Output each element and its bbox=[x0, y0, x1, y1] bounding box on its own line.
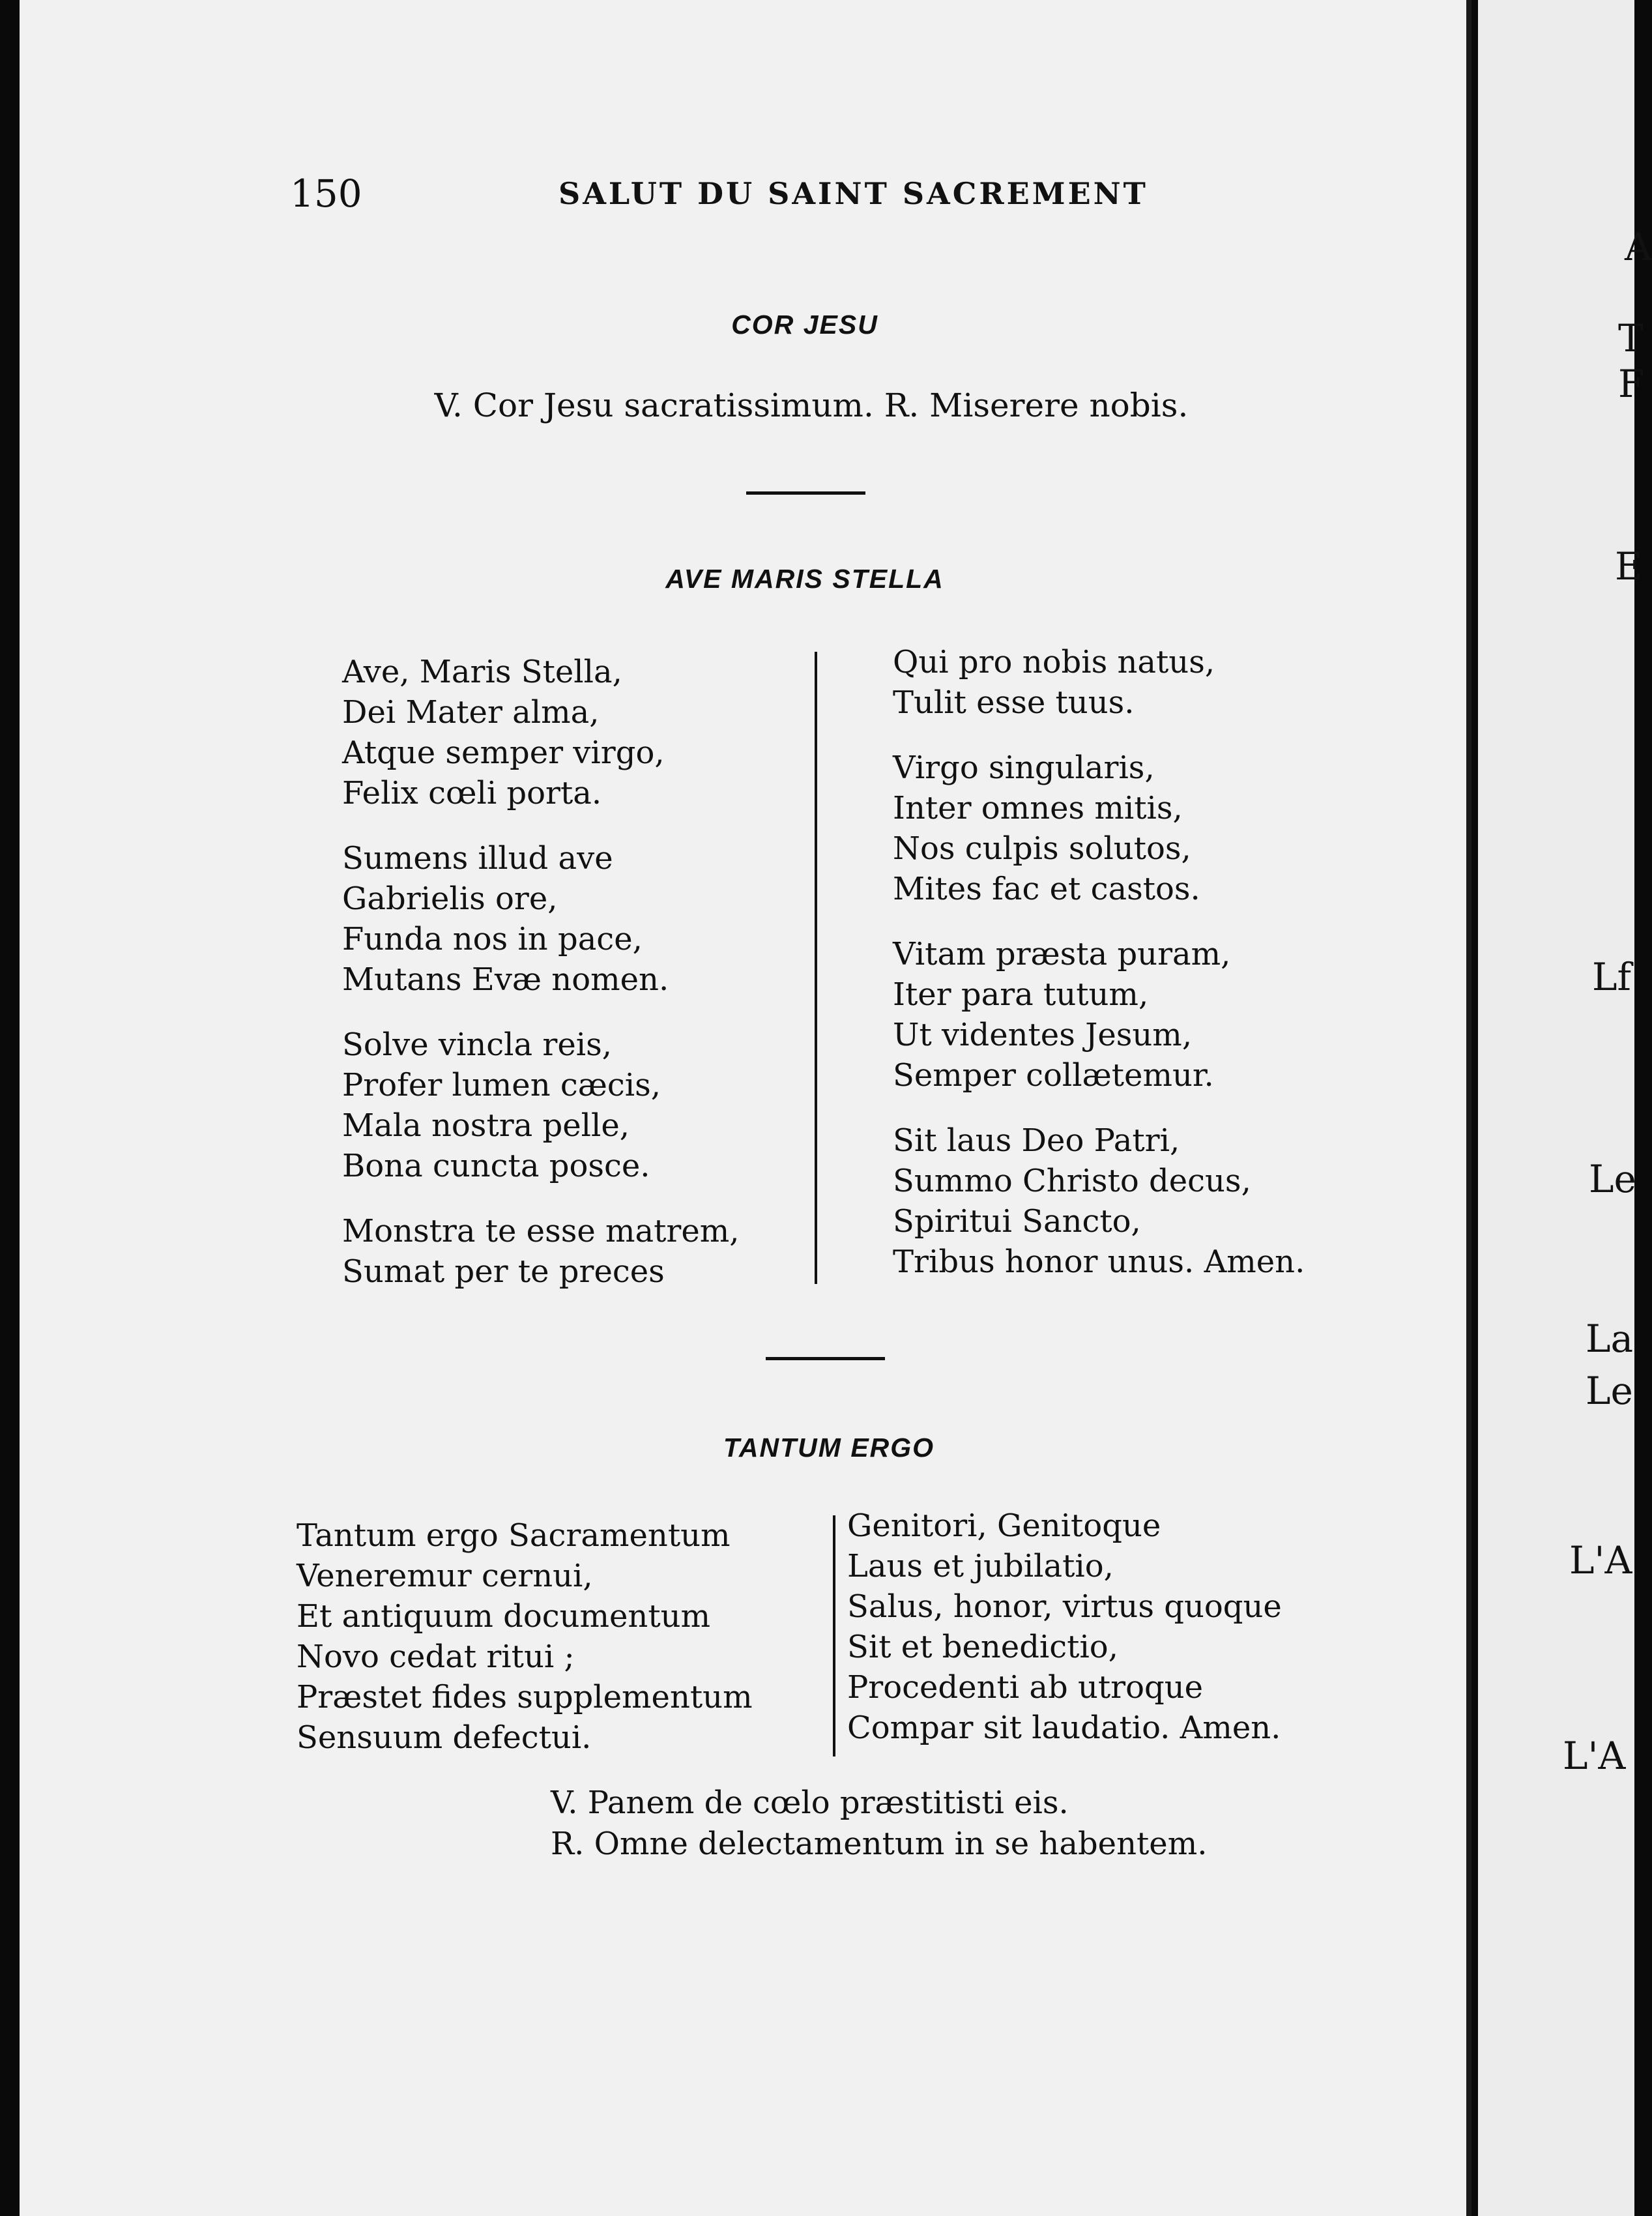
verse-line: Inter omnes mitis, bbox=[893, 790, 1183, 826]
section-title-cor-jesu: COR JESU bbox=[731, 310, 878, 340]
verse-line: Mala nostra pelle, bbox=[342, 1107, 630, 1144]
verse-line: Tantum ergo Sacramentum bbox=[297, 1517, 731, 1554]
column-divider bbox=[815, 652, 817, 1284]
closing-versicle: V. Panem de cœlo præstitisti eis. bbox=[551, 1785, 1069, 1821]
verse-line: Qui pro nobis natus, bbox=[893, 644, 1215, 680]
facing-page-fragment: F bbox=[1618, 362, 1645, 406]
verse-line: Monstra te esse matrem, bbox=[342, 1213, 740, 1249]
section-title-ave-maris-stella: AVE MARIS STELLA bbox=[665, 564, 944, 594]
verse-line: Dei Mater alma, bbox=[342, 694, 600, 731]
book-page bbox=[20, 0, 1471, 2216]
stanza bbox=[893, 1120, 1305, 1282]
verse-line: Mutans Evæ nomen. bbox=[342, 961, 669, 998]
verse-line: Sumens illud ave bbox=[342, 840, 613, 877]
facing-page-fragment: Le bbox=[1589, 1157, 1636, 1201]
stanza bbox=[342, 652, 740, 813]
verse-line: Novo cedat ritui ; bbox=[297, 1639, 575, 1675]
verse-line: Funda nos in pace, bbox=[342, 921, 643, 957]
verse-line: Gabrielis ore, bbox=[342, 881, 558, 917]
verse-line: Tulit esse tuus. bbox=[893, 684, 1135, 721]
section-divider bbox=[766, 1357, 885, 1360]
facing-page-edge bbox=[1478, 0, 1652, 2216]
verse-line: Veneremur cernui, bbox=[297, 1558, 593, 1594]
facing-page-fragment: L'A bbox=[1569, 1538, 1632, 1582]
verse-line: Præstet fides supplementum bbox=[297, 1679, 753, 1715]
running-title: SALUT DU SAINT SACREMENT bbox=[558, 176, 1148, 211]
verse-line: Solve vincla reis, bbox=[342, 1027, 612, 1063]
verse-line: Ut videntes Jesum, bbox=[893, 1017, 1193, 1053]
verse-line: Iter para tutum, bbox=[893, 976, 1149, 1013]
stanza bbox=[342, 1211, 740, 1292]
facing-page-fragment: La bbox=[1586, 1317, 1634, 1361]
verse-line: Atque semper virgo, bbox=[342, 735, 665, 771]
column-divider bbox=[833, 1515, 835, 1757]
verse-line: Salus, honor, virtus quoque bbox=[847, 1588, 1282, 1625]
verse-line: Bona cuncta posce. bbox=[342, 1148, 650, 1184]
ave-maris-stella-left-column bbox=[342, 652, 740, 1317]
verse-line: Genitori, Genitoque bbox=[847, 1508, 1161, 1544]
stanza bbox=[893, 748, 1305, 909]
verse-line: Et antiquum documentum bbox=[297, 1598, 711, 1635]
verse-line: Sumat per te preces bbox=[342, 1253, 665, 1290]
stanza bbox=[342, 838, 740, 1000]
verse-line: Felix cœli porta. bbox=[342, 775, 602, 811]
stanza bbox=[893, 642, 1305, 723]
verse-line: Virgo singularis, bbox=[893, 750, 1155, 786]
verse-line: Summo Christo decus, bbox=[893, 1163, 1251, 1199]
verse-line: Compar sit laudatio. Amen. bbox=[847, 1710, 1281, 1746]
verse-line: Sensuum defectui. bbox=[297, 1719, 592, 1756]
section-divider bbox=[746, 491, 865, 495]
verse-line: Profer lumen cæcis, bbox=[342, 1067, 661, 1103]
verse-line: Sit laus Deo Patri, bbox=[893, 1122, 1180, 1159]
verse-line: Laus et jubilatio, bbox=[847, 1548, 1114, 1584]
page-number: 150 bbox=[290, 171, 362, 216]
tantum-ergo-left-column bbox=[297, 1515, 753, 1758]
verse-line: Procedenti ab utroque bbox=[847, 1669, 1204, 1706]
facing-page-fragment: A bbox=[1625, 225, 1652, 269]
cor-jesu-versicle: V. Cor Jesu sacratissimum. R. Miserere nobis. bbox=[434, 386, 1189, 424]
facing-page-fragment: Le bbox=[1586, 1369, 1633, 1413]
verse-line: Tribus honor unus. Amen. bbox=[893, 1244, 1305, 1280]
verse-line: Vitam præsta puram, bbox=[893, 936, 1231, 972]
facing-page-fragment: Lf bbox=[1592, 955, 1631, 999]
verse-line: Ave, Maris Stella, bbox=[342, 654, 622, 690]
verse-line: Mites fac et castos. bbox=[893, 871, 1200, 907]
ave-maris-stella-right-column bbox=[893, 642, 1305, 1307]
tantum-ergo-right-column bbox=[847, 1506, 1282, 1748]
verse-line: Semper collætemur. bbox=[893, 1057, 1214, 1094]
facing-page-fragment: T bbox=[1618, 316, 1644, 360]
verse-line: Nos culpis solutos, bbox=[893, 830, 1191, 867]
closing-response: R. Omne delectamentum in se habentem. bbox=[551, 1826, 1208, 1862]
facing-page-fragment: L'A bbox=[1563, 1734, 1626, 1778]
closing-versicle-response bbox=[551, 1783, 1207, 1865]
facing-page-fragment: E bbox=[1615, 544, 1643, 589]
verse-line: Sit et benedictio, bbox=[847, 1629, 1118, 1665]
section-title-tantum-ergo: TANTUM ERGO bbox=[723, 1433, 935, 1463]
stanza bbox=[893, 934, 1305, 1096]
stanza bbox=[342, 1025, 740, 1186]
verse-line: Spiritui Sancto, bbox=[893, 1203, 1141, 1240]
